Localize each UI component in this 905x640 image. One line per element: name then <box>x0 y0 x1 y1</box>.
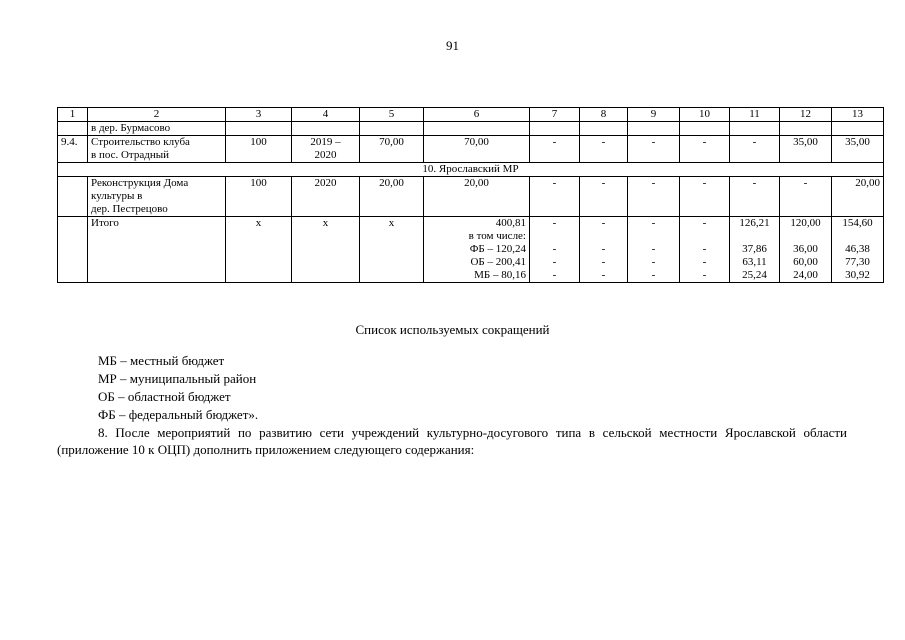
table-cell: - <box>580 177 628 217</box>
header-cell: 7 <box>530 108 580 122</box>
table-cell <box>628 122 680 136</box>
header-cell: 2 <box>88 108 226 122</box>
table-cell: х <box>226 217 292 283</box>
table-cell: 20,00 <box>424 177 530 217</box>
header-cell: 4 <box>292 108 360 122</box>
table-cell <box>360 122 424 136</box>
table-cell <box>58 122 88 136</box>
table-cell: 70,00 <box>360 136 424 163</box>
table-cell: - <box>780 177 832 217</box>
table-cell: - <box>730 177 780 217</box>
table-cell: 2019 – 2020 <box>292 136 360 163</box>
table-cell <box>730 122 780 136</box>
table-cell: 70,00 <box>424 136 530 163</box>
table-cell: Строительство клуба в пос. Отрадный <box>88 136 226 163</box>
table-cell: х <box>360 217 424 283</box>
table-cell: - <box>628 136 680 163</box>
header-cell: 1 <box>58 108 88 122</box>
table-cell: - - - - <box>530 217 580 283</box>
table-cell: - <box>680 177 730 217</box>
header-cell: 8 <box>580 108 628 122</box>
header-cell: 11 <box>730 108 780 122</box>
table-cell: 126,21 37,86 63,11 25,24 <box>730 217 780 283</box>
header-cell: 3 <box>226 108 292 122</box>
table-cell: - <box>530 136 580 163</box>
table-cell: - - - - <box>580 217 628 283</box>
page-number: 91 <box>446 38 459 53</box>
section-heading: 10. Ярославский МР <box>58 163 884 177</box>
table-cell: 20,00 <box>360 177 424 217</box>
table-cell: - <box>730 136 780 163</box>
table-cell: 20,00 <box>832 177 884 217</box>
table-cell <box>58 217 88 283</box>
table-cell <box>680 122 730 136</box>
table-cell: х <box>292 217 360 283</box>
table-cell: 120,00 36,00 60,00 24,00 <box>780 217 832 283</box>
table-cell: Итого <box>88 217 226 283</box>
table-cell <box>424 122 530 136</box>
table-cell: - <box>680 136 730 163</box>
table-section-row <box>58 163 884 177</box>
abbreviation-item: МБ – местный бюджет <box>98 353 225 368</box>
table-cell <box>226 122 292 136</box>
table-cell: 35,00 <box>832 136 884 163</box>
table-cell <box>780 122 832 136</box>
table-cell <box>292 122 360 136</box>
table-cell: - <box>628 177 680 217</box>
header-cell: 10 <box>680 108 730 122</box>
table-cell <box>58 177 88 217</box>
table-cell: 9.4. <box>58 136 88 163</box>
table-cell <box>580 122 628 136</box>
header-cell: 9 <box>628 108 680 122</box>
abbreviation-item: МР – муниципальный район <box>98 371 257 386</box>
table-cell: 100 <box>226 136 292 163</box>
header-cell: 13 <box>832 108 884 122</box>
table-cell: Реконструкция Дома культуры в дер. Пестрецово <box>88 177 226 217</box>
header-cell: 6 <box>424 108 530 122</box>
abbreviation-item: ФБ – федеральный бюджет». <box>98 407 259 422</box>
table-header-row <box>58 108 884 122</box>
table-row <box>58 122 884 136</box>
abbreviation-item: ОБ – областной бюджет <box>98 389 231 404</box>
table-cell <box>832 122 884 136</box>
table-row <box>58 177 884 217</box>
table-cell: - <box>530 177 580 217</box>
table-cell: - <box>580 136 628 163</box>
budget-table <box>57 107 884 283</box>
table-cell: 100 <box>226 177 292 217</box>
table-cell: в дер. Бурмасово <box>88 122 226 136</box>
table-cell: 400,81 в том числе: ФБ – 120,24 ОБ – 200,41 МБ – 80,16 <box>424 217 530 283</box>
header-cell: 5 <box>360 108 424 122</box>
abbreviations-title: Список используемых сокращений <box>355 322 550 337</box>
table-cell: - - - - <box>628 217 680 283</box>
table-row-total <box>58 217 884 283</box>
body-paragraph: 8. После мероприятий по развитию сети учреждений культурно-досугового типа в сельской местности Ярославской области (приложение 10 к ОЦП) дополнить приложением следующего содержания: <box>57 425 847 457</box>
table-cell: - - - - <box>680 217 730 283</box>
header-cell: 12 <box>780 108 832 122</box>
table-row <box>58 136 884 163</box>
table-cell <box>530 122 580 136</box>
abbreviations-list <box>98 352 258 424</box>
table-cell: 154,60 46,38 77,30 30,92 <box>832 217 884 283</box>
table-cell: 2020 <box>292 177 360 217</box>
table-cell: 35,00 <box>780 136 832 163</box>
